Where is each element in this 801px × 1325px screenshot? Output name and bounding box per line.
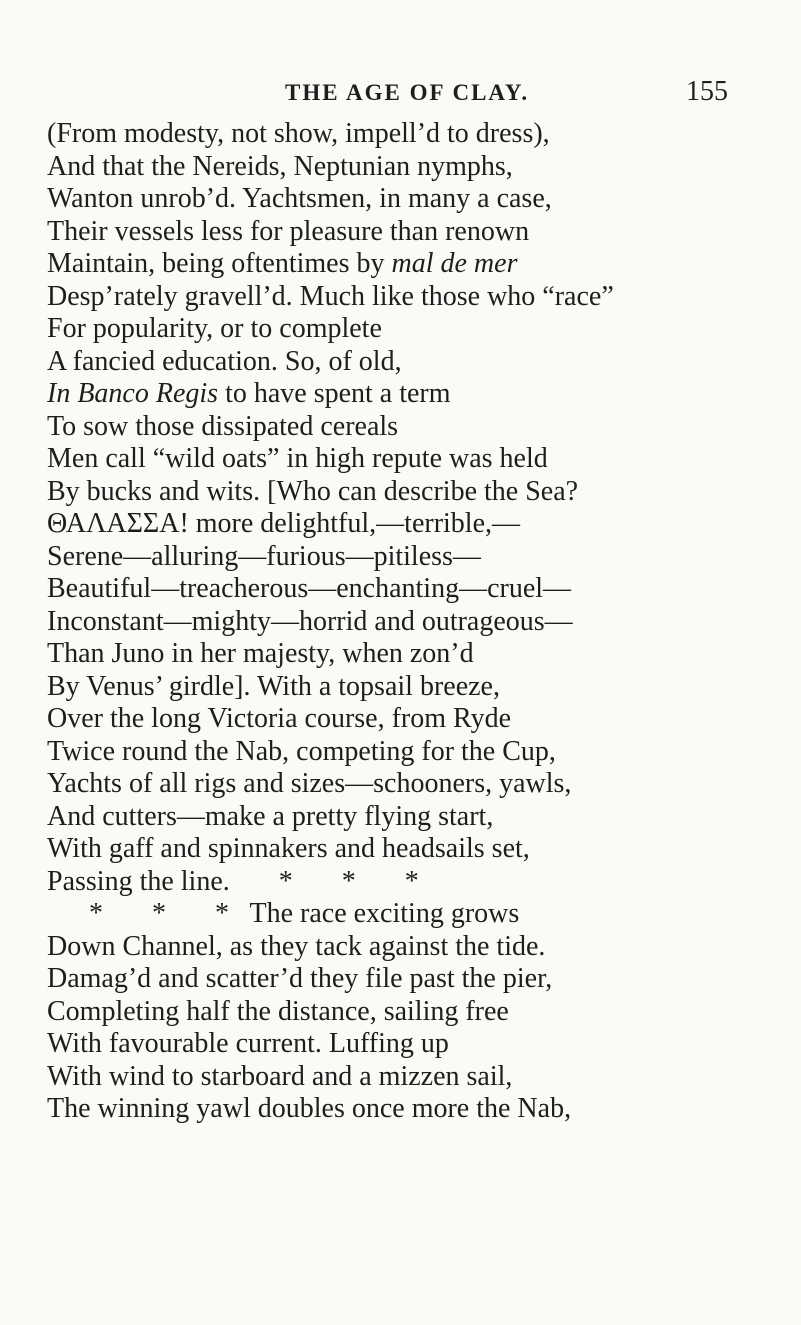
verse-line: Serene—alluring—furious—pitiless—	[47, 540, 481, 572]
verse-line: By Venus’ girdle]. With a topsail breeze,	[47, 670, 500, 702]
verse-line: With gaff and spinnakers and headsails set,	[47, 833, 530, 864]
verse-line: The winning yawl doubles once more the Nab,	[47, 1093, 572, 1124]
verse-line-greek: ΘΑΛΑΣΣΑ! more delightful,—terrible,—	[47, 508, 521, 539]
verse-line	[47, 248, 787, 281]
verse-line: And cutters—make a pretty flying start,	[47, 800, 494, 832]
verse-line-text: Maintain, being oftentimes by	[47, 248, 392, 279]
verse-line: Inconstant—mighty—horrid and outrageous—	[47, 605, 573, 637]
verse-line-text: to have spent a term	[218, 378, 451, 409]
verse-line: For popularity, or to complete	[47, 313, 382, 344]
verse-line: Over the long Victoria course, from Ryde	[47, 703, 511, 734]
verse-line: Beautiful—treacherous—enchanting—cruel—	[47, 573, 572, 604]
verse-line-with-asterisks: Passing the line. * * *	[47, 865, 419, 897]
verse-line: Wanton unrob’d. Yachtsmen, in many a case,	[47, 183, 552, 214]
page-number: 155	[686, 76, 728, 107]
verse-line: A fancied education. So, of old,	[47, 345, 402, 377]
running-head	[0, 74, 801, 114]
verse-line: And that the Nereids, Neptunian nymphs,	[47, 150, 513, 182]
verse-line-with-asterisks: * * * The race exciting grows	[47, 898, 520, 929]
verse-line: Desp’rately gravell’d. Much like those who “race”	[47, 280, 614, 312]
verse-line: Their vessels less for pleasure than renown	[47, 215, 530, 247]
verse-line: Than Juno in her majesty, when zon’d	[47, 638, 474, 669]
verse-line: Damag’d and scatter’d they file past the pier,	[47, 963, 553, 994]
verse-line: With wind to starboard and a mizzen sail,	[47, 1060, 513, 1092]
verse-line-italic: In Banco Regis	[47, 378, 219, 409]
verse-line: Men call “wild oats” in high repute was held	[47, 443, 548, 474]
verse-line: Twice round the Nab, competing for the Cup,	[47, 735, 556, 767]
verse-line: With favourable current. Luffing up	[47, 1028, 449, 1059]
verse-line: Completing half the distance, sailing free	[47, 995, 509, 1027]
verse-line	[47, 378, 787, 411]
verse-line: To sow those dissipated cereals	[47, 410, 399, 442]
verse-line: Down Channel, as they tack against the tide.	[47, 930, 546, 962]
verse-line: By bucks and wits. [Who can describe the Sea?	[47, 475, 579, 507]
running-title: THE AGE OF CLAY.	[285, 80, 530, 105]
verse-body	[47, 118, 787, 1126]
verse-line-italic: mal de mer	[391, 248, 518, 279]
verse-line: (From modesty, not show, impell’d to dress),	[47, 118, 550, 149]
verse-line: Yachts of all rigs and sizes—schooners, yawls,	[47, 768, 572, 799]
